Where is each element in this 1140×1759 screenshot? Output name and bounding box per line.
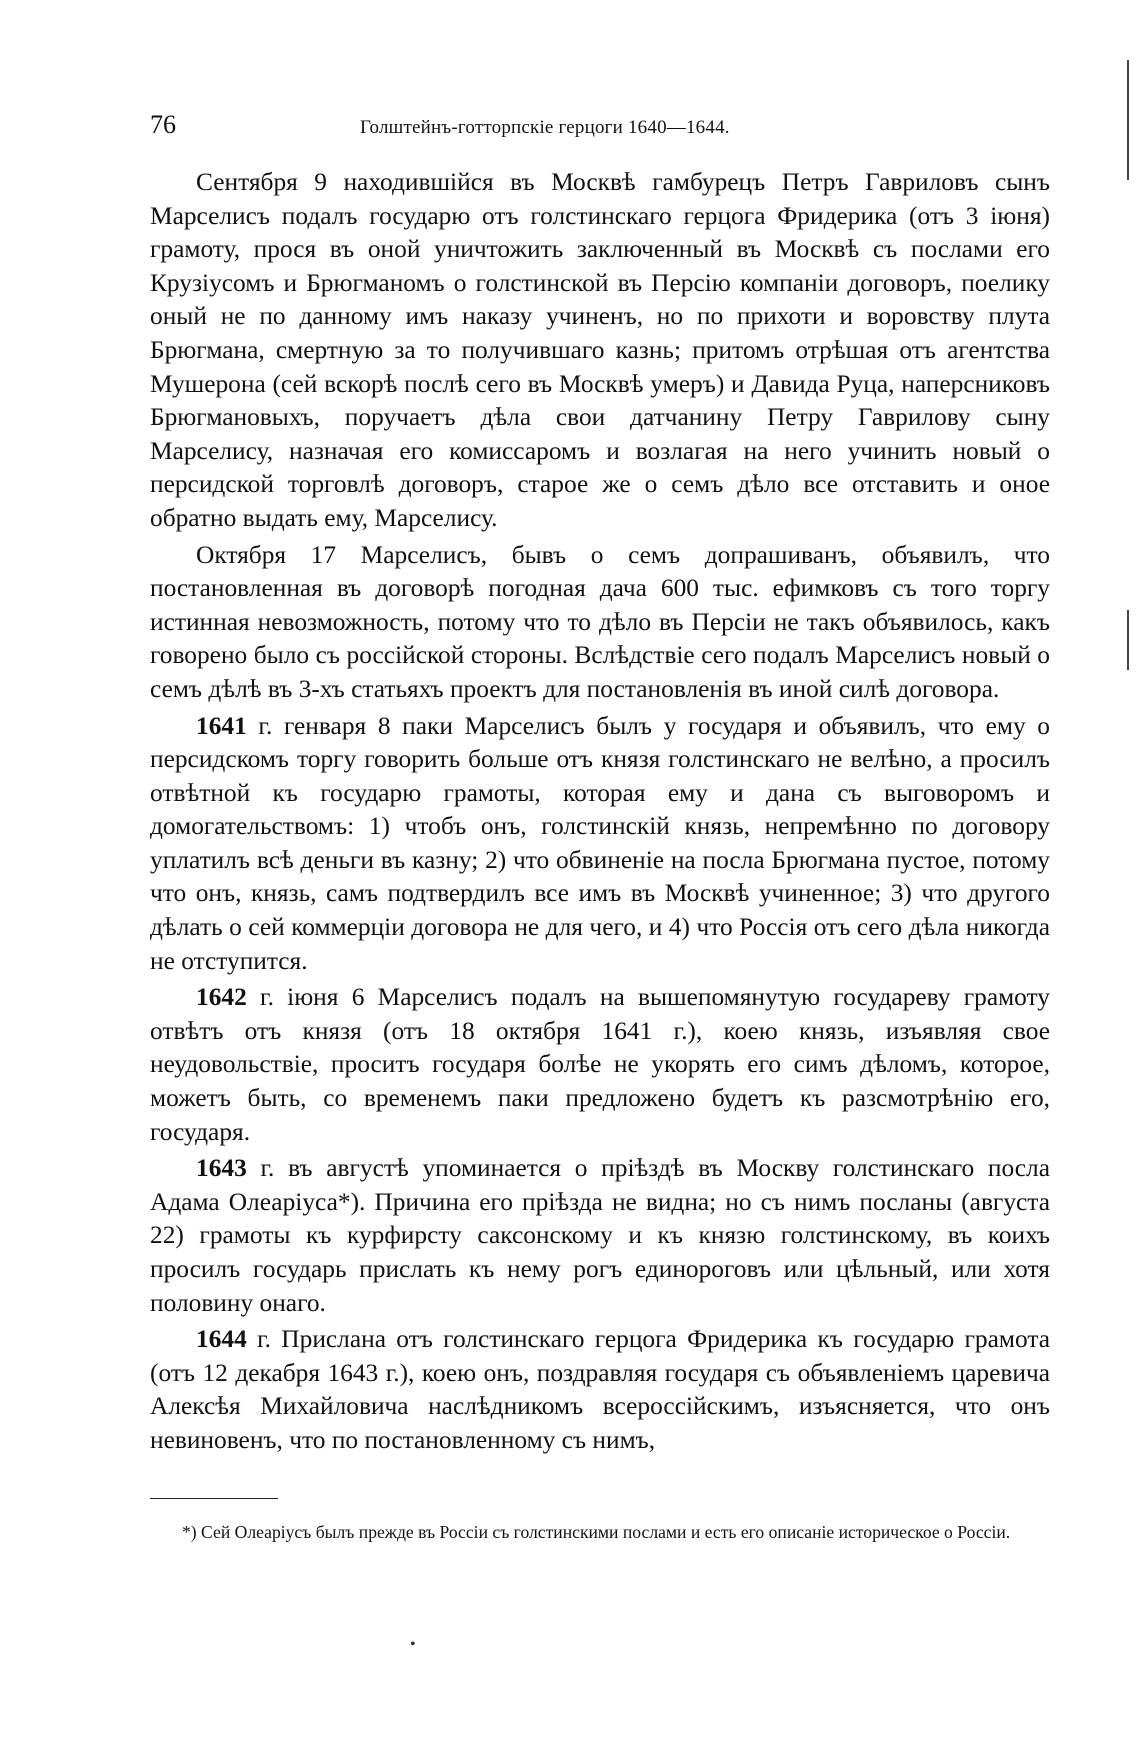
paragraph-text: Октября 17 Марселисъ, бывъ о семъ допрашиванъ, объявилъ, что постановленная въ договорѣ погодная дача 600 тыс. ефимковъ съ того торгу истинная невозможность, потому что то дѣло въ Персіи не такъ объявилось, какъ говорено было съ россійской стороны. Вслѣдствіе сего подалъ Марселисъ новый о семъ дѣлѣ въ 3-хъ статьяхъ проектъ для постановленія въ иной силѣ договора. [150, 540, 1050, 703]
paragraph-1644 [150, 1323, 1050, 1457]
paragraph-1641 [150, 710, 1050, 979]
page-number: 76 [150, 110, 176, 139]
scan-edge-line-top [1127, 60, 1129, 180]
paragraph-1643 [150, 1152, 1050, 1320]
paragraph-text: г. генваря 8 паки Марселисъ былъ у государя и объявилъ, что ему о персидскомъ торгу говорить больше отъ князя голстинскаго не велѣно, а просилъ отвѣтной къ государю грамоты, которая ему и дана съ выговоромъ и домогательствомъ: 1) чтобъ онъ, голстинскій князь, непремѣнно по договору уплатилъ всѣ деньги въ казну; 2) что обвиненіе на посла Брюгмана пустое, потому что онъ, князь, самъ подтвердилъ все имъ въ Москвѣ учиненное; 3) что другого дѣлать о сей коммерціи договора не для чего, и 4) что Россія отъ сего дѣла никогда не отступится. [150, 711, 1050, 975]
footnote: *) Сей Олеаріусъ былъ прежде въ Россіи съ голстинскими послами и есть его описаніе историческое о Россіи. [182, 1521, 1011, 1542]
running-title: Голштейнъ-готторпскіе герцоги 1640—1644. [360, 117, 730, 138]
scan-edge-line-middle [1127, 610, 1129, 670]
paragraph-september [150, 166, 1050, 536]
year-label: 1644 [196, 1325, 247, 1354]
paragraph-text: г. іюня 6 Марселисъ подалъ на вышепомянутую государеву грамоту отвѣтъ отъ князя (отъ 18 октября 1641 г.), коею князь, изъявляя свое неудовольствіе, проситъ государя болѣе не укорять его симъ дѣломъ, которое, можетъ быть, со временемъ паки предложено будетъ къ разсмотрѣнію его, государя. [150, 983, 1050, 1146]
year-label: 1643 [196, 1154, 247, 1183]
paragraph-october [150, 539, 1050, 707]
bottom-mark: • [410, 1636, 416, 1653]
paragraph-text: г. въ августѣ упоминается о пріѣздѣ въ Москву голстинскаго посла Адама Олеаріуса*). Причина его пріѣзда не видна; но съ нимъ посланы (августа 22) грамоты къ курфирсту саксонскому и къ князю голстинскому, въ коихъ просилъ государь прислать къ нему рогъ единороговъ или цѣльный, или хотя половину онаго. [150, 1154, 1050, 1317]
document-page [150, 110, 1050, 1547]
year-label: 1641 [196, 711, 247, 740]
paragraph-1642 [150, 981, 1050, 1149]
year-label: 1642 [196, 983, 247, 1012]
footnote-divider [150, 1498, 278, 1499]
paragraph-text: г. Прислана отъ голстинскаго герцога Фридерика къ государю грамота (отъ 12 декабря 1643 г.), коею онъ, поздравляя государя съ объявленіемъ царевича Алексѣя Михайловича наслѣдникомъ всероссійскимъ, изъясняется, что онъ невиновенъ, что по постановленному съ нимъ, [150, 1325, 1050, 1454]
paragraph-text: Сентября 9 находившійся въ Москвѣ гамбурецъ Петръ Гавриловъ сынъ Марселисъ подалъ государю отъ голстинскаго герцога Фридерика (отъ 3 іюня) грамоту, прося въ оной уничтожить заключенный въ Москвѣ съ послами его Крузіусомъ и Брюгманомъ о голстинской въ Персію компаніи договоръ, поелику оный не по данному имъ наказу учиненъ, но по прихоти и воровству плута Брюгмана, смертную за то получившаго казнь; притомъ отрѣшая отъ агентства Мушерона (сей вскорѣ послѣ сего въ Москвѣ умеръ) и Давида Руца, наперсниковъ Брюгмановыхъ, поручаетъ дѣла свои датчанину Петру Гаврилову сыну Марселису, назначая его комиссаромъ и возлагая на него учинить новый о персидской торговлѣ договоръ, старое же о семъ дѣло все отставить и оное обратно выдать ему, Марселису. [150, 168, 1050, 532]
running-head [150, 110, 1050, 150]
